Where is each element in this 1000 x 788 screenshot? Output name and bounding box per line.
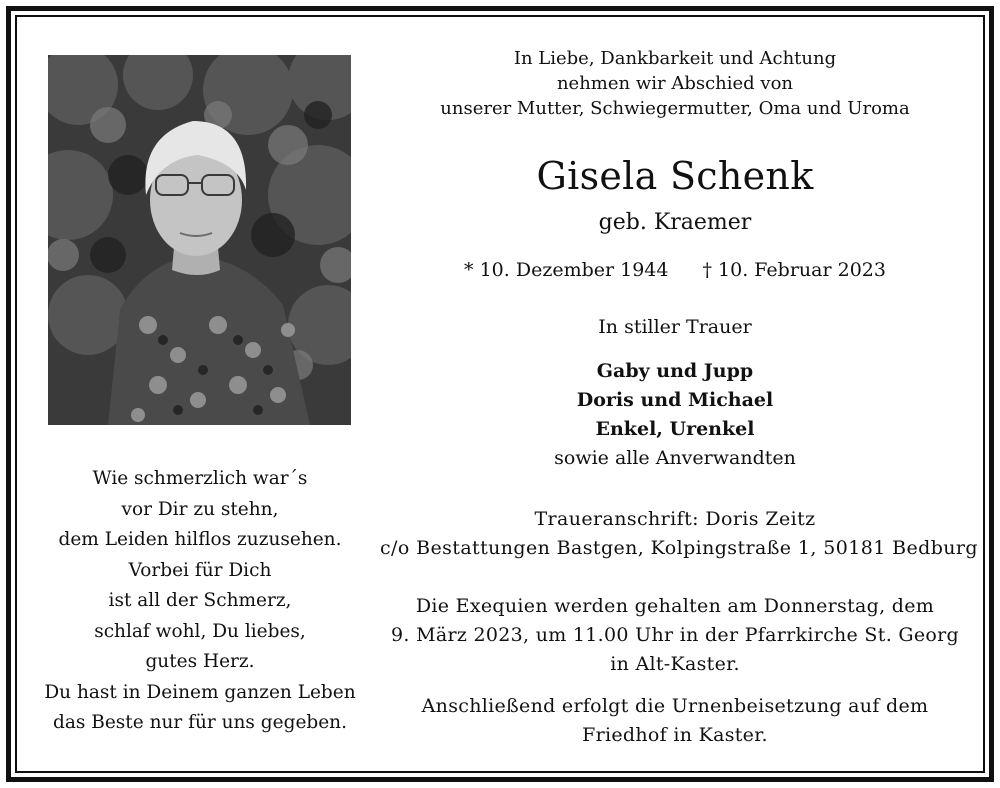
poem-line: gutes Herz. xyxy=(145,651,255,672)
family-member: Gaby und Jupp xyxy=(596,360,754,382)
intro-line: In Liebe, Dankbarkeit und Achtung xyxy=(513,48,837,69)
poem-line: Wie schmerzlich war´s xyxy=(92,468,308,489)
exequien-line: Die Exequien werden gehalten am Donnerstag, dem xyxy=(415,595,935,617)
poem-line: Vorbei für Dich xyxy=(128,559,272,581)
mourning-address xyxy=(380,505,978,563)
exequien-line: in Alt-Kaster. xyxy=(610,653,740,675)
burial-info xyxy=(380,692,970,750)
poem xyxy=(30,464,370,739)
burial-line: Anschließend erfolgt die Urnenbeisetzung auf dem xyxy=(421,695,929,717)
life-dates xyxy=(380,256,970,284)
intro-text xyxy=(380,46,970,121)
family-member: Enkel, Urenkel xyxy=(595,418,755,440)
family-relatives: sowie alle Anverwandten xyxy=(554,447,796,469)
poem-line: vor Dir zu stehn, xyxy=(121,498,279,520)
poem-line: ist all der Schmerz, xyxy=(108,590,292,611)
maiden-name: geb. Kraemer xyxy=(598,210,752,235)
poem-line: Du hast in Deinem ganzen Leben xyxy=(44,681,356,703)
family-list xyxy=(380,357,970,473)
address-line: Traueranschrift: Doris Zeitz xyxy=(534,508,816,530)
funeral-mass-info xyxy=(380,592,970,679)
poem-line: das Beste nur für uns gegeben. xyxy=(53,712,347,733)
portrait-photo xyxy=(48,55,351,425)
poem-line: dem Leiden hilflos zuzusehen. xyxy=(58,529,342,550)
mourning-line: In stiller Trauer xyxy=(598,316,752,338)
birth-date: * 10. Dezember 1944 xyxy=(464,259,669,281)
death-date: † 10. Februar 2023 xyxy=(702,259,886,281)
family-member: Doris und Michael xyxy=(576,389,774,411)
address-line: c/o Bestattungen Bastgen, Kolpingstraße 1, 50181 Bedburg xyxy=(380,537,978,559)
burial-line: Friedhof in Kaster. xyxy=(582,724,768,746)
intro-line: unserer Mutter, Schwiegermutter, Oma und Uroma xyxy=(440,98,910,119)
intro-line: nehmen wir Abschied von xyxy=(556,73,794,94)
deceased-name: Gisela Schenk xyxy=(536,154,814,198)
poem-line: schlaf wohl, Du liebes, xyxy=(94,620,306,642)
exequien-line: 9. März 2023, um 11.00 Uhr in der Pfarrkirche St. Georg xyxy=(391,624,959,646)
